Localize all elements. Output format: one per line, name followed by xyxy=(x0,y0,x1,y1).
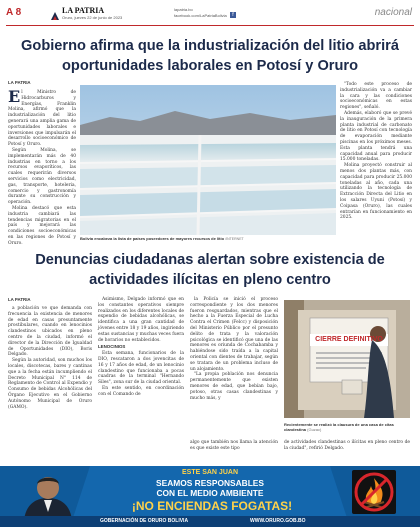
article2-col3 xyxy=(190,297,278,401)
article2-para: Asimismo, Delgado informó que en los constantes operativos siempre realizados en los diferentes locales de expendio de bebidas alcohólicas, se identifica a una gran cantidad de jóvenes entre 18 y 19 años, ingiriendo estas sustancias y muchas veces fuera de horarios no establecidos. xyxy=(98,297,184,343)
article2-para: algo que también nos llama la atención es que existe este tipo xyxy=(190,440,278,451)
closure-sign-photo xyxy=(284,300,410,418)
article2-para: Esta semana, funcionarios de la DIO, rescataron a dos jovencitas de 16 y 17 años de edad, de un lenocinio clandestino que funcionaba a pocas cuadras de la terminal "Hernando Siles", zona sur de la ciudad oriental. xyxy=(98,351,184,386)
article1-byline: LA PATRIA xyxy=(8,80,31,85)
page-header xyxy=(0,0,420,30)
governor-portrait xyxy=(20,470,76,520)
article1-para: Además, elaboró que se prevé la inauguración de la primera planta industrial de carbonato de litio en Potosí con tecnología de evaporación mediante piscinas en los próximos meses. Esta planta tendrá una capacidad anual para producir 15.000 toneladas. xyxy=(340,110,412,163)
article2-col3-end xyxy=(190,440,278,452)
brand-date: Oruro, jueves 22 de junio de 2023 xyxy=(62,15,123,20)
website-link[interactable]: lapatria.bo xyxy=(174,7,193,12)
photo2-caption-text: Recientemente se realizó la clausura de una casa de citas clandestina xyxy=(284,422,394,432)
ad-line3: CON EL MEDIO AMBIENTE xyxy=(156,488,264,498)
brand-name: LA PATRIA xyxy=(62,6,105,15)
no-bonfire-icon xyxy=(344,470,404,514)
brand-logo-icon xyxy=(50,6,60,16)
article2-para: En este sentido, en coordinación con el Comando de xyxy=(98,385,184,397)
article2-para: la Policía se inició el proceso correspondiente y los dos menores fueron resguardados, mientras que el hecho a la Fuerza Especial de Lucha Contra el Crimen (Felcc) y disposición del Ministerio Público por el presunto delito de trata y la valoración psicológica se identificó que una de las menores es oriunda de Cochabamba y habiéndose sido traída a la capital oriental con dientes de trabajar, según se tratara de un problema incluso de un alojamiento. xyxy=(190,297,278,372)
closure-sign-text: CIERRE DEFINITIVO xyxy=(315,336,383,343)
article1-col2 xyxy=(340,82,412,221)
ad-line4: ¡NO ENCIENDAS FOGATAS! xyxy=(131,499,293,513)
page-number: A 8 xyxy=(6,7,22,18)
article2-col4 xyxy=(284,440,410,452)
drop-cap: E xyxy=(8,87,21,106)
facebook-icon[interactable]: f xyxy=(230,12,236,18)
article2-para: a población ve que demanda con frecuencia la existencia de menores de edad en casas presuntamente prostibulares, cuando en lenocinios clandestinos ubicados en pleno centro de la ciudad, informó el director de la Dirección de Igualdad de Oportunidades (DIO), Boris Delgado. xyxy=(8,306,92,358)
article1-para: Molina destacó que esta industria cambiará las tendencias migratorias en el país y mejorará las condiciones socioeconómicas en las regiones de Potosí y Oruro. xyxy=(8,205,76,246)
subheading-lenocinios: LENOCINIOS xyxy=(98,344,126,350)
article1-para: l Ministro de Hidrocarburos y Energías, Franklin Molina, afirmó que la industrialización del litio generará una amplia gama de oportunidades laborales e inversiones que impulsarán el desarrollo socioeconómico de Potosí y Oruro. xyxy=(8,90,76,148)
facebook-link[interactable]: facebook.com/LaPatriaBolivia xyxy=(174,13,227,18)
article2-col1 xyxy=(8,306,92,410)
photo2-caption xyxy=(284,422,410,432)
header-rule xyxy=(6,25,414,26)
article2-para: de actividades clandestinas o ilícitas en pleno centro de la ciudad", refirió Delgado. xyxy=(284,440,410,451)
section-name: nacional xyxy=(374,7,412,18)
article1-para: Molina proyectó construir al menos dos plantas más, con capacidad para producir 25.000 toneladas al año, cada una utilizando la tecnología de Extracción Directa del Litio en los salares Uyuni (Potosí) y Coipasa (Oruro), las cuales entrarían en funcionamiento en 2025. xyxy=(340,163,412,221)
photo1-caption-text: Bolivia encabeza la lista de países poseedores de mayores recursos de litio xyxy=(80,236,225,241)
article2-col2 xyxy=(98,297,184,398)
photo1-caption xyxy=(80,236,336,241)
ad-footer-right[interactable]: WWW.ORURO.GOB.BO xyxy=(250,518,306,524)
photo2-credit: (Guzac) xyxy=(307,427,322,432)
ad-footer-left: GOBERNACIÓN DE ORURO BOLIVIA xyxy=(100,518,189,524)
article1-headline: Gobierno afirma que la industrialización del litio abrirá oportunidades laborales en Potosí y Oruro xyxy=(21,38,399,74)
ad-line2: SEAMOS RESPONSABLES xyxy=(156,478,264,488)
article2-para: Según la autoridad, son muchos los locales, discotecas, bares y cantinas que a la fecha están incumpliendo el Decreto Municipal N° 114 de Reglamento de Control al Expendio y Consumo de bebidas Alcohólicas del Órgano Ejecutivo en el Gobierno Autónomo Municipal de Oruro (GAMO). xyxy=(8,358,92,410)
photo1-credit: /INTERNET xyxy=(225,237,244,241)
article2-byline: LA PATRIA xyxy=(8,297,31,302)
article1-para: "Todo este proceso de industrialización va a cambiar la cara y las condiciones socioeconómicas en estas regiones", señaló. xyxy=(340,82,412,111)
article1-para: Según Molina, se implementarán más de 40 industrias en torno a los recursos evaporíticos, las cuales requerirán diversos servicios como electricidad, gas, transporte, hoteleria, comercio y gastronomía durante su construcción y operación. xyxy=(8,147,76,206)
lithium-salt-flat-photo xyxy=(80,85,336,235)
ad-footer-bar xyxy=(0,516,420,527)
article2-para: "La propia población nos denuncia permanentemente que existen menores de edad, que bebían bajo, potoso, otras casas clandestinas y mucho más, y xyxy=(190,372,278,401)
article2-headline: Denuncias ciudadanas alertan sobre existencia de actividades ilícitas en pleno centro xyxy=(35,252,385,288)
article1-col1 xyxy=(8,87,76,247)
ad-line1: ESTE SAN JUAN xyxy=(181,469,238,476)
